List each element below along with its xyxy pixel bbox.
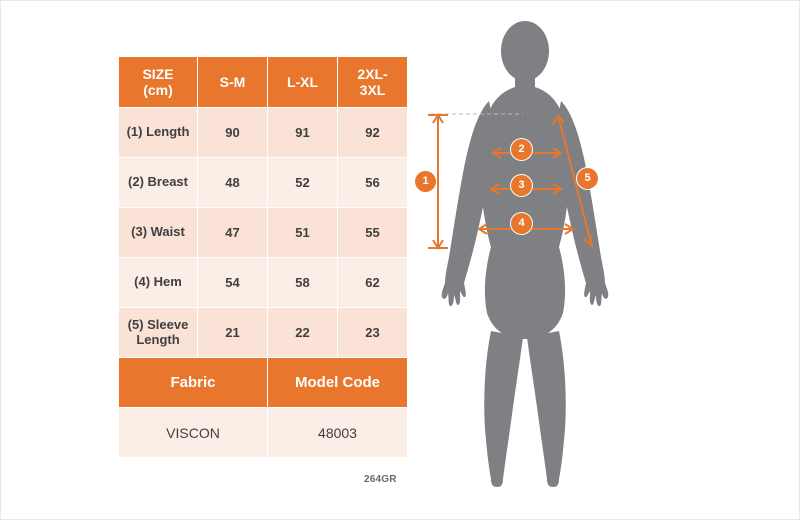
- silhouette-shape: [442, 21, 609, 487]
- column-header-2xl-3xl: [338, 57, 408, 108]
- cell-hem-sm: 54: [198, 258, 268, 308]
- row-label-length: (1) Length: [119, 108, 198, 158]
- cell-waist-2xl3xl: 55: [338, 208, 408, 258]
- measure-bubble-5: 5: [577, 168, 598, 189]
- model-figure-area: [411, 1, 800, 521]
- column-header-2xl-line1: 2XL-: [357, 65, 388, 82]
- table-footer-header-row: [119, 358, 408, 408]
- column-header-size: [119, 57, 198, 108]
- column-header-sm: S-M: [198, 57, 268, 108]
- column-header-size-line1: SIZE: [142, 65, 174, 82]
- table-row: [119, 258, 408, 308]
- cell-length-2xl3xl: 92: [338, 108, 408, 158]
- measure-bubble-4: 4: [511, 213, 532, 234]
- cell-length-lxl: 91: [268, 108, 338, 158]
- table-row: [119, 308, 408, 358]
- cell-waist-lxl: 51: [268, 208, 338, 258]
- cell-hem-lxl: 58: [268, 258, 338, 308]
- footer-value-model-code: 48003: [268, 408, 408, 458]
- measure-bubble-1: 1: [415, 171, 436, 192]
- size-table: [118, 56, 408, 458]
- cell-length-sm: 90: [198, 108, 268, 158]
- gram-note: 264GR: [364, 474, 397, 485]
- size-table-header: [119, 57, 408, 108]
- row-label-hem: (4) Hem: [119, 258, 198, 308]
- measure-bubble-2: 2: [511, 139, 532, 160]
- table-row: [119, 108, 408, 158]
- cell-breast-sm: 48: [198, 158, 268, 208]
- size-table-body: [119, 108, 408, 458]
- cell-waist-sm: 47: [198, 208, 268, 258]
- cell-hem-2xl3xl: 62: [338, 258, 408, 308]
- table-header-row: [119, 57, 408, 108]
- row-label-breast: (2) Breast: [119, 158, 198, 208]
- footer-label-model-code: Model Code: [268, 358, 408, 408]
- cell-sleeve-sm: 21: [198, 308, 268, 358]
- table-row: [119, 158, 408, 208]
- cell-sleeve-2xl3xl: 23: [338, 308, 408, 358]
- column-header-2xl-line2: 3XL: [359, 82, 386, 98]
- measure-bubble-3: 3: [511, 175, 532, 196]
- table-row: [119, 208, 408, 258]
- cell-breast-2xl3xl: 56: [338, 158, 408, 208]
- column-header-size-line2: (cm): [143, 82, 173, 98]
- column-header-lxl: L-XL: [268, 57, 338, 108]
- cell-sleeve-lxl: 22: [268, 308, 338, 358]
- footer-label-fabric: Fabric: [119, 358, 268, 408]
- row-label-waist: (3) Waist: [119, 208, 198, 258]
- row-label-sleeve-length: (5) Sleeve Length: [119, 308, 198, 358]
- cell-breast-lxl: 52: [268, 158, 338, 208]
- footer-value-fabric: VISCON: [119, 408, 268, 458]
- table-footer-value-row: [119, 408, 408, 458]
- female-body-silhouette-icon: [411, 1, 800, 521]
